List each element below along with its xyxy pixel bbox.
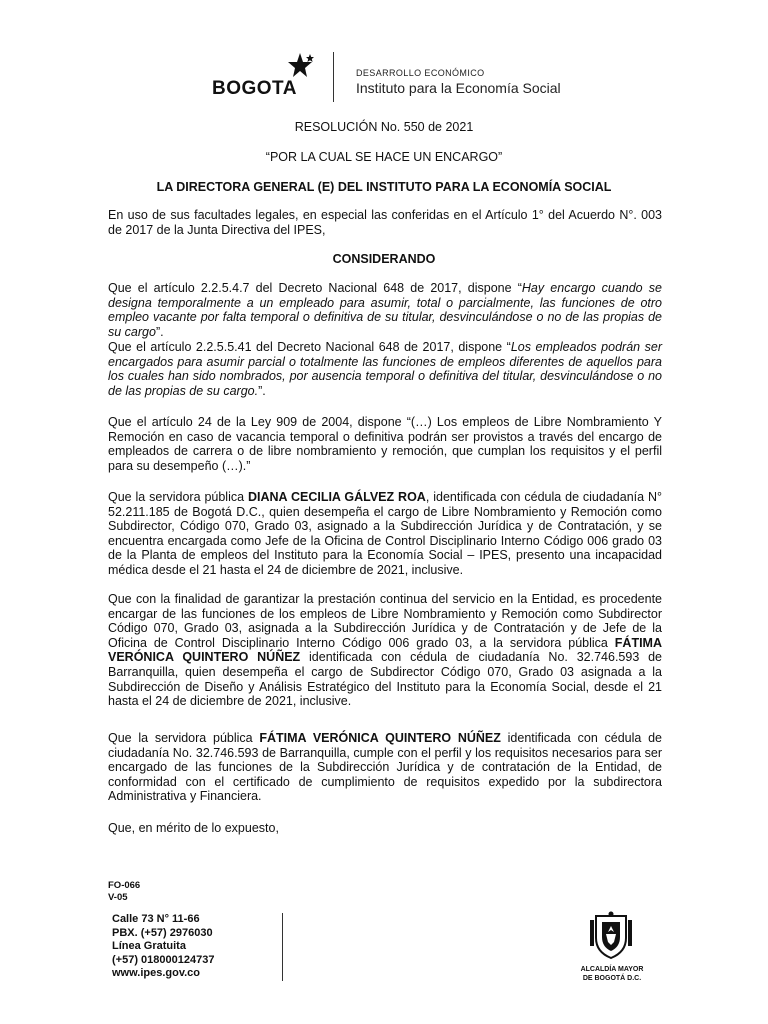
paragraph-facultades: En uso de sus facultades legales, en especial las conferidas en el Artículo 1° del Acuerdo N°. 003 de 2017 de la Junta Directiva del IPES, (108, 208, 662, 237)
address: Calle 73 N° 11-66 (112, 913, 200, 925)
quote-decreto-2: Los empleados podrán ser encargados para asumir parcial o totalmente las funciones de empleos diferentes de aquellos para los cuales han sido nombrados, por ausencia temporal o definitiva del titular, desvinculándose o no de las propias de su cargo. (108, 340, 662, 398)
considerando-heading: CONSIDERANDO (332, 252, 436, 266)
form-version: V-05 (108, 892, 128, 903)
paragraph-encargo: Que con la finalidad de garantizar la prestación continua del servicio en la Entidad, es procedente encargar de las funciones de los empleos de Libre Nombramiento y Remoción como Subdirector Código 070, Grado 03, asignada a la Subdirección Jurídica y de Contratación y de Jefe de la Oficina de Control Disciplinario Interno Código 006 grado 03, a la servidora pública FÁTIMA VERÓNICA QUINTERO NÚÑEZ identificada con cédula de ciudadanía No. 32.746.593 de Barranquilla, quien desempeña el cargo de Subdirector Código 070, Grado 03 asignada a la Subdirección de Diseño y Análisis Estratégico del Instituto para la Economía Social, desde el 21 hasta el 24 de diciembre de 2021, inclusive. (108, 592, 662, 709)
footer-divider (282, 913, 283, 981)
website: www.ipes.gov.co (112, 967, 201, 980)
org-institute: Instituto para la Economía Social (356, 80, 561, 96)
free-line: (+57) 018000124737 (112, 953, 215, 966)
bogota-coat-of-arms-icon (588, 910, 634, 960)
phone: PBX. (+57) 2976030 (112, 926, 213, 939)
paragraph-diana: Que la servidora pública DIANA CECILIA GÁLVEZ ROA, identificada con cédula de ciudadanía N° 52.211.185 de Bogotá D.C., quien desempeña el cargo de Libre Nombramiento y Remoción como Subdirector, Código 070, Grado 03, asignado a la Subdirección Jurídica y de Contratación, y se encuentra encargada como Jefe de la Oficina de Control Disciplinario Interno Código 006 grado 03 de la Planta de empleos del Instituto para la Economía Social – IPES, presento una incapacidad médica desde el 21 hasta el 24 de diciembre de 2021, inclusive. (108, 490, 662, 577)
issuer-heading: LA DIRECTORA GENERAL (E) DEL INSTITUTO PARA LA ECONOMÍA SOCIAL (156, 180, 612, 194)
header-divider (333, 52, 334, 102)
person-name: DIANA CECILIA GÁLVEZ ROA (247, 490, 426, 504)
document-header (0, 46, 768, 106)
paragraph-decreto-2: Que el artículo 2.2.5.5.41 del Decreto Nacional 648 de 2017, dispone “Los empleados podrán ser encargados para asumir parcial o totalmente las funciones de empleos diferentes de aquellos para los cuales han sido nombrados, por ausencia temporal o definitiva del titular, desvinculándose o no de las propias de su cargo.”. (108, 340, 662, 398)
free-line-label: Línea Gratuita (112, 940, 186, 953)
star-icon (286, 52, 314, 80)
org-name-block (356, 68, 561, 96)
paragraph-merito: Que, en mérito de lo expuesto, (108, 821, 279, 835)
bogota-logo (212, 52, 330, 102)
resolution-number: RESOLUCIÓN No. 550 de 2021 (294, 120, 474, 134)
paragraph-decreto-1: Que el artículo 2.2.5.4.7 del Decreto Nacional 648 de 2017, dispone “Hay encargo cuando se designa temporalmente a un empleado para asumir, total o parcialmente, las funciones de otro empleo vacante por falta temporal o definitiva de su titular, desvinculándose o no de las propias de su cargo”. (108, 281, 662, 339)
paragraph-ley-909: Que el artículo 24 de la Ley 909 de 2004, dispone “(…) Los empleos de Libre Nombramiento Y Remoción en caso de vacancia temporal o definitiva podrán ser provistos a través del encargo de empleados de carrera o de libre nombramiento y remoción, que cumplan los requisitos y el perfil para su desempeño (…).” (108, 415, 662, 473)
form-code-block (108, 880, 140, 904)
contact-block (112, 913, 214, 981)
alcaldia-label: ALCALDÍA MAYOR DE BOGOTÁ D.C. (580, 966, 644, 982)
quote-decreto-1: Hay encargo cuando se designa temporalmente a un empleado para asumir, total o parcialmente, las funciones de otro empleo vacante por falta temporal o definitiva de su titular, desvinculándose o no de las propias de su cargo (108, 281, 662, 339)
logo-wordmark: BOGOTA (212, 78, 297, 99)
paragraph-requisitos: Que la servidora pública FÁTIMA VERÓNICA QUINTERO NÚÑEZ identificada con cédula de ciudadanía No. 32.746.593 de Barranquilla, cumple con el perfil y los requisitos necesarios para ser encargado de las funciones de la Subdirección Jurídica y de contratación de la Entidad, de conformidad con el certificado de cumplimiento de requisitos expedido por la subdirectora Administrativa y Financiera. (108, 731, 662, 804)
org-department: DESARROLLO ECONÓMICO (356, 68, 485, 78)
person-name: FÁTIMA VERÓNICA QUINTERO NÚÑEZ (108, 635, 662, 665)
person-name: FÁTIMA VERÓNICA QUINTERO NÚÑEZ (259, 731, 501, 745)
form-code: FO-066 (108, 880, 141, 891)
resolution-subject: “POR LA CUAL SE HACE UN ENCARGO” (265, 150, 503, 164)
